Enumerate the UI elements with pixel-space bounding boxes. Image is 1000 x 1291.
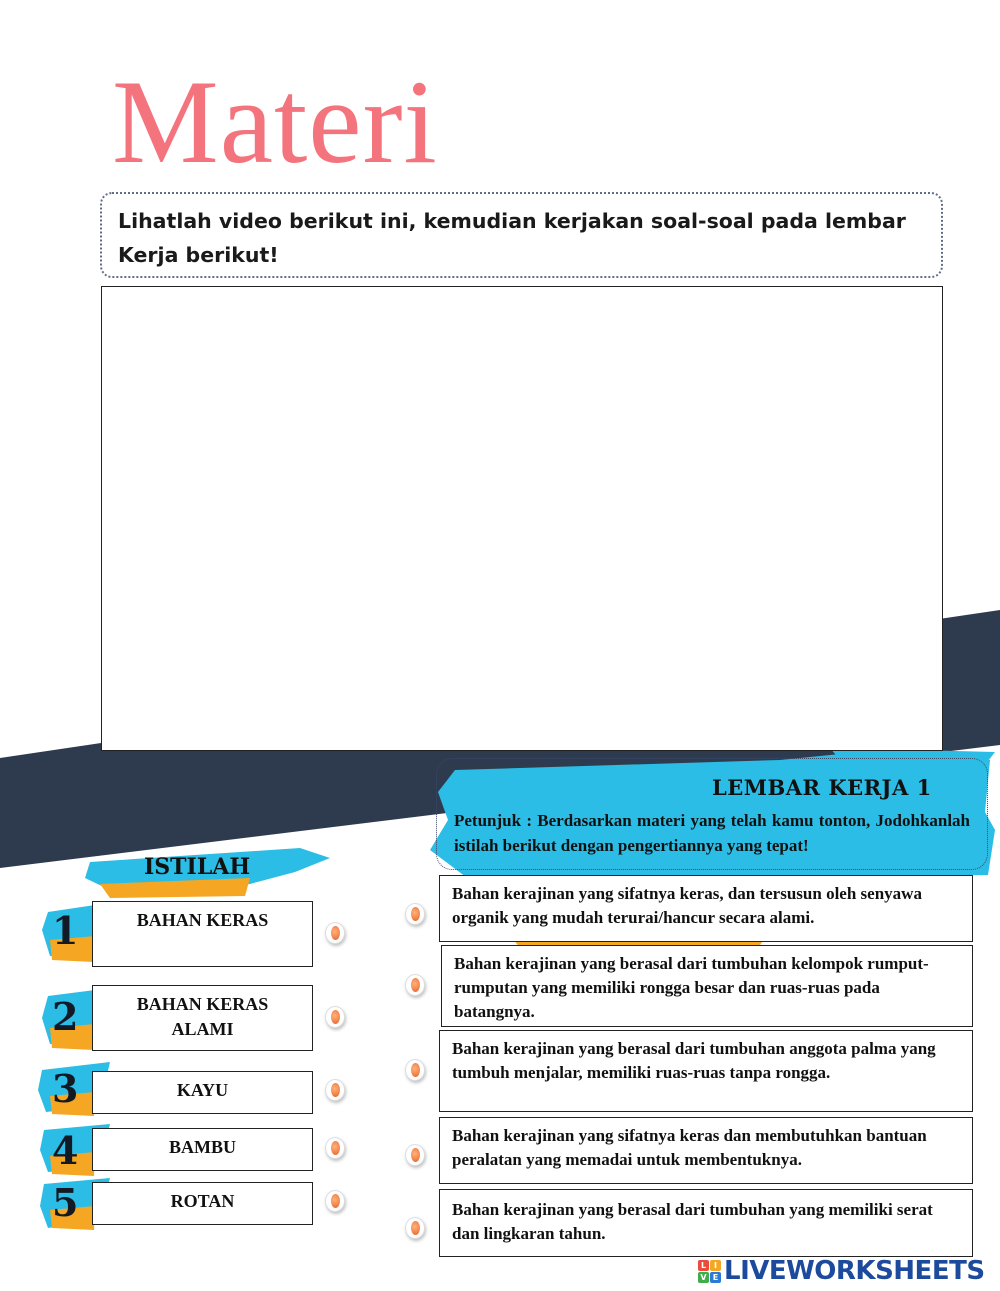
liveworksheets-brand [698, 1256, 985, 1286]
term-box-5: ROTAN [92, 1182, 313, 1225]
logo-letter: L [698, 1260, 709, 1271]
worksheet-heading: LEMBAR KERJA 1 [712, 775, 932, 800]
match-dot-definition-3[interactable] [405, 1059, 425, 1081]
term-number: 3 [52, 1066, 79, 1111]
match-dot-definition-4[interactable] [405, 1144, 425, 1166]
match-dot-term-1[interactable] [325, 922, 345, 944]
term-box-2: BAHAN KERAS ALAMI [92, 985, 313, 1051]
liveworksheets-logo-icon [698, 1260, 721, 1283]
match-dot-term-3[interactable] [325, 1079, 345, 1101]
term-box-3: KAYU [92, 1071, 313, 1114]
terms-heading: ISTILAH [144, 854, 251, 880]
match-dot-definition-1[interactable] [405, 903, 425, 925]
term-number: 4 [52, 1128, 79, 1173]
page-title: Materi [112, 55, 438, 188]
definition-box-4: Bahan kerajinan yang sifatnya keras dan membutuhkan bantuan peralatan yang memadai untuk membentuknya. [439, 1117, 973, 1184]
term-number: 2 [52, 994, 79, 1039]
definition-box-2: Bahan kerajinan yang berasal dari tumbuhan kelompok rumput-rumputan yang memiliki rongga besar dan ruas-ruas pada batangnya. [441, 945, 973, 1027]
worksheet-instructions: Petunjuk : Berdasarkan materi yang telah kamu tonton, Jodohkanlah istilah berikut dengan pengertiannya yang tepat! [454, 811, 970, 855]
logo-letter: E [710, 1272, 721, 1283]
logo-letter: V [698, 1272, 709, 1283]
match-dot-term-2[interactable] [325, 1006, 345, 1028]
definition-box-1: Bahan kerajinan yang sifatnya keras, dan tersusun oleh senyawa organik yang mudah terurai/hancur secara alami. [439, 875, 973, 942]
liveworksheets-text: LIVEWORKSHEETS [724, 1256, 985, 1286]
video-instruction: Lihatlah video berikut ini, kemudian kerjakan soal-soal pada lembar Kerja berikut! [100, 192, 943, 278]
match-dot-definition-2[interactable] [405, 974, 425, 996]
match-dot-term-5[interactable] [325, 1190, 345, 1212]
logo-letter: I [710, 1260, 721, 1271]
term-box-4: BAMBU [92, 1128, 313, 1171]
definition-box-3: Bahan kerajinan yang berasal dari tumbuhan anggota palma yang tumbuh menjalar, memiliki ruas-ruas tanpa rongga. [439, 1030, 973, 1112]
match-dot-definition-5[interactable] [405, 1217, 425, 1239]
definition-box-5: Bahan kerajinan yang berasal dari tumbuhan yang memiliki serat dan lingkaran tahun. [439, 1189, 973, 1257]
term-number: 1 [52, 908, 79, 953]
video-embed-frame[interactable] [101, 286, 943, 751]
term-number: 5 [52, 1180, 79, 1225]
term-box-1: BAHAN KERAS [92, 901, 313, 967]
match-dot-term-4[interactable] [325, 1137, 345, 1159]
